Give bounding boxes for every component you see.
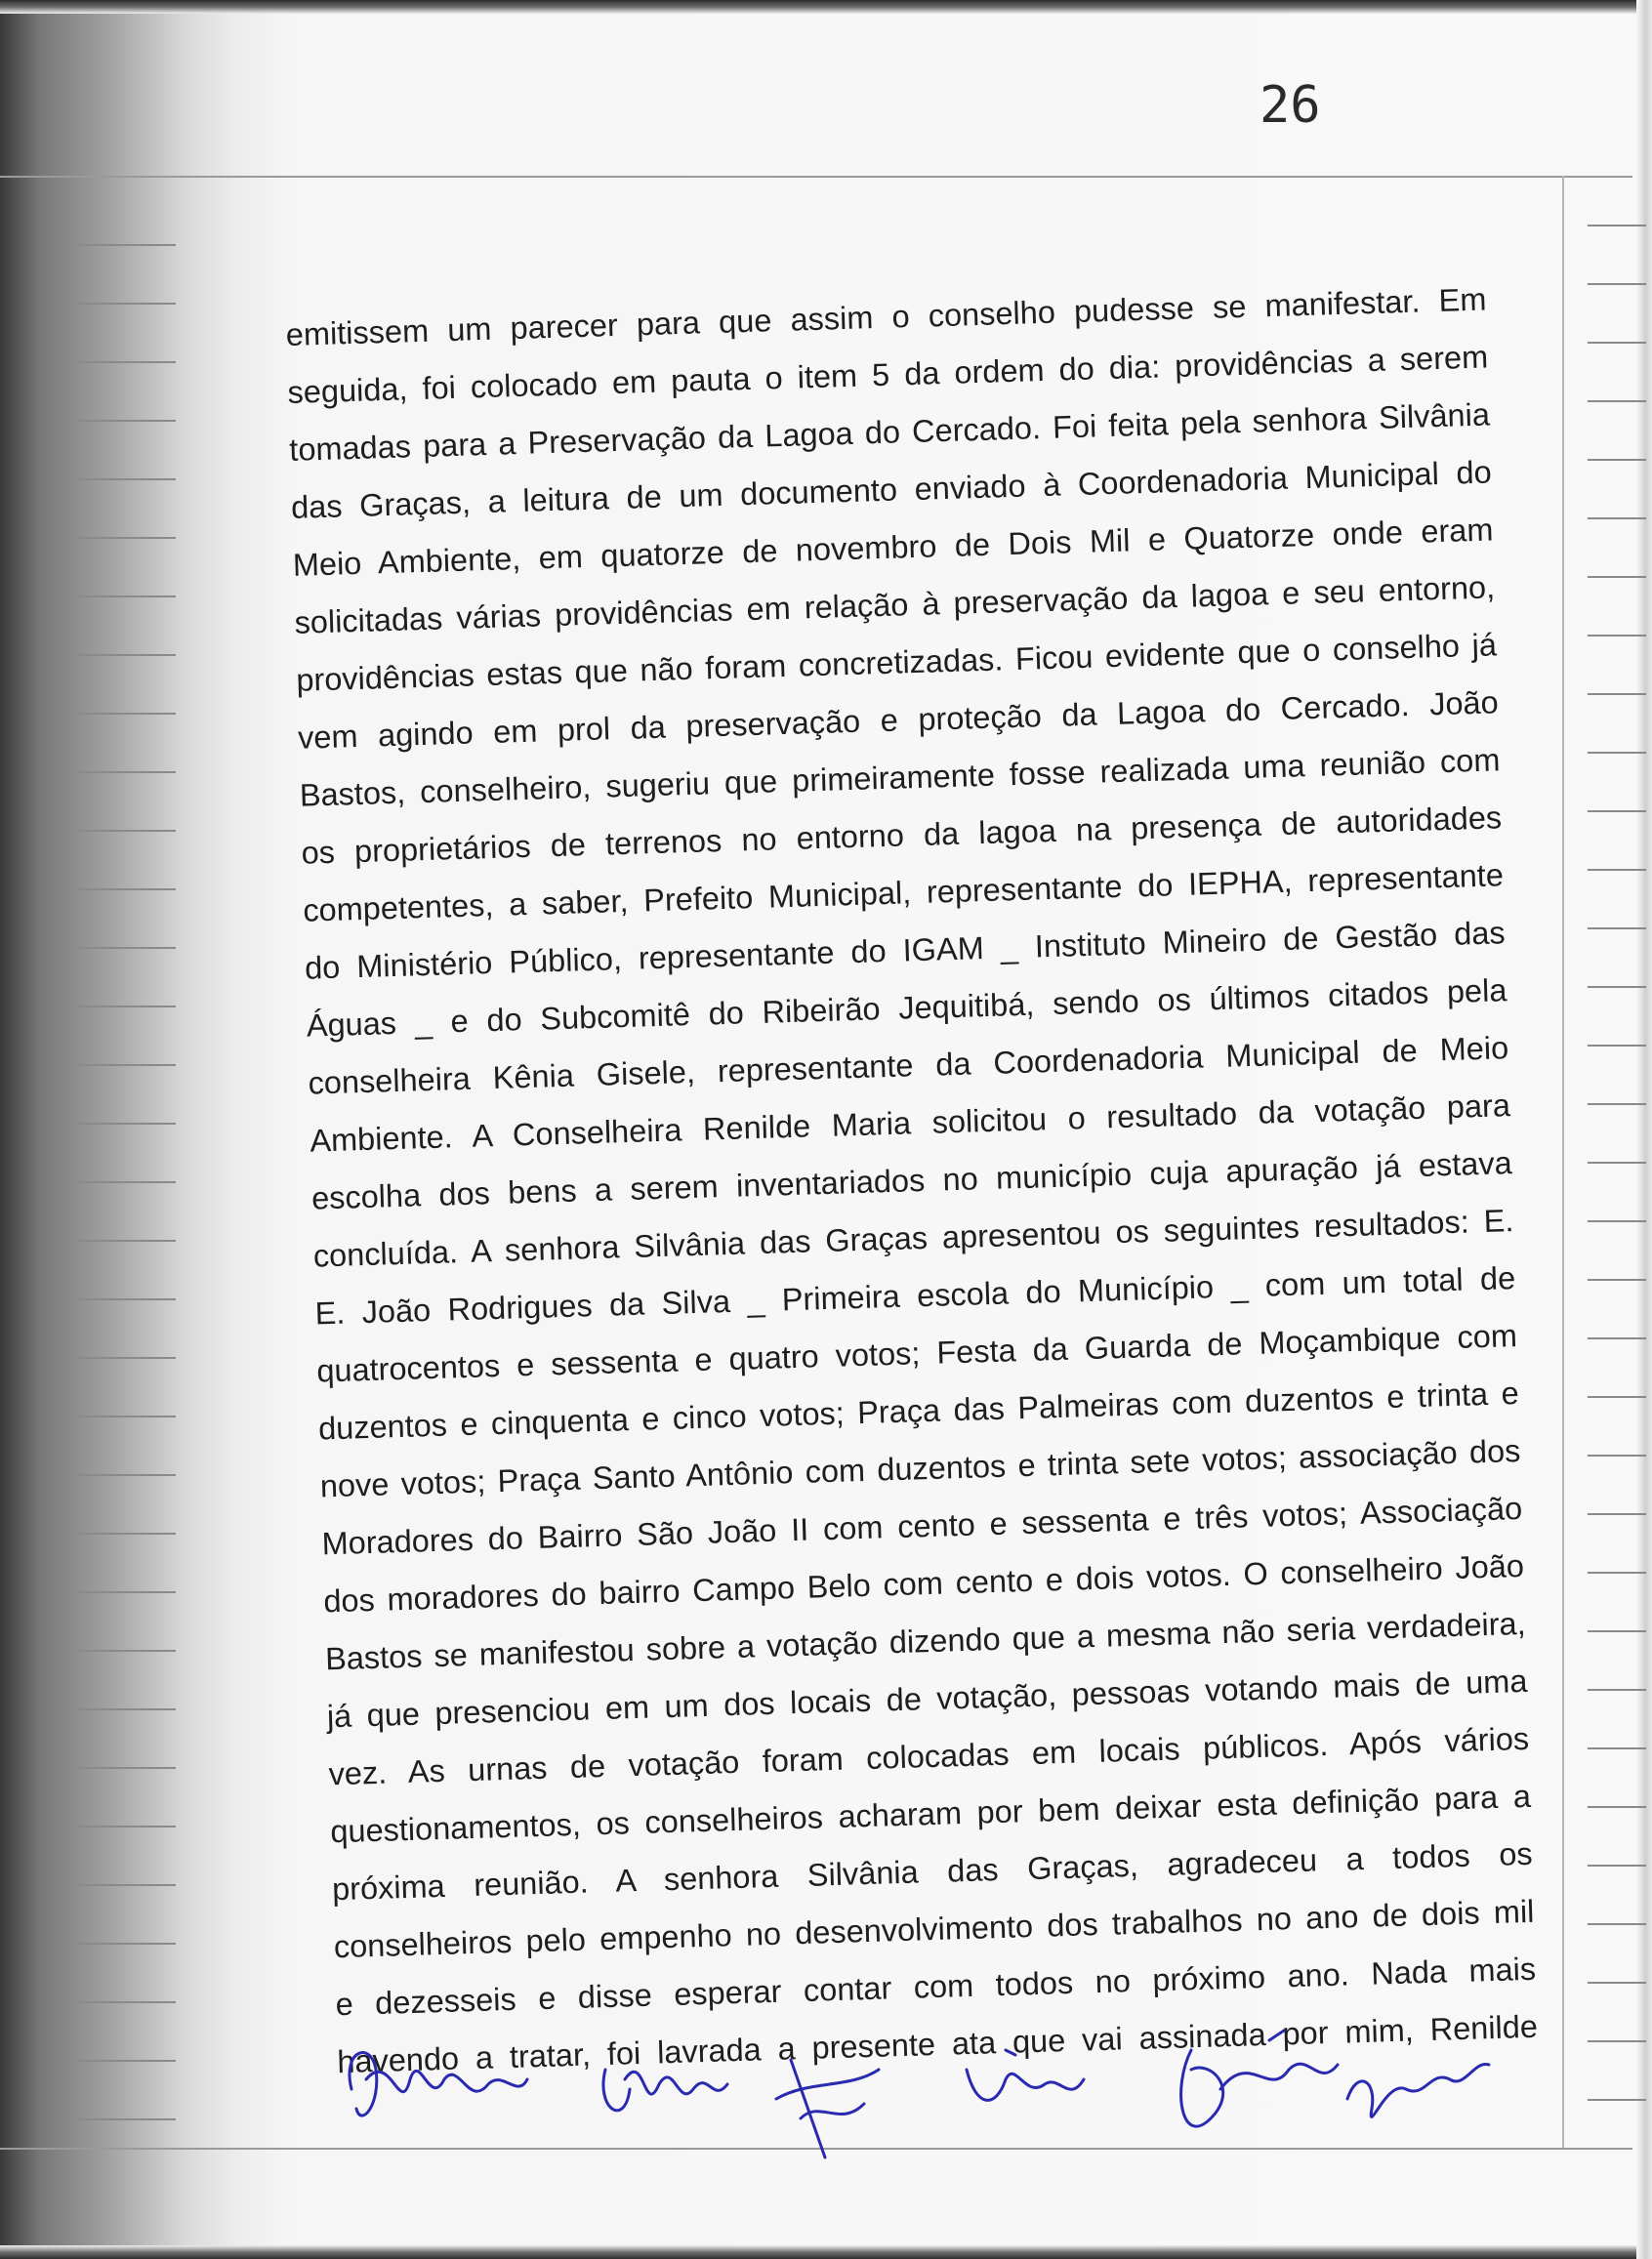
signature-3 [776,2060,879,2157]
minutes-line: e dezesseis e disse esperar contar com todos no próximo ano. Nada mais [335,1951,1537,2023]
minutes-line: providências estas que não foram concretizadas. Ficou evidente que o conselho já [295,627,1498,698]
page-bottom-edge [0,2245,1652,2259]
minutes-line: emitissem um parecer para que assim o conselho pudesse se manifestar. Em [285,281,1487,352]
minutes-line: do Ministério Público, representante do IGAM _ Instituto Mineiro de Gestão das [304,915,1507,986]
minutes-line: Bastos se manifestou sobre a votação dizendo que a mesma não seria verdadeira, [324,1605,1527,1677]
minutes-line: seguida, foi colocado em pauta o item 5 da ordem do dia: providências a serem [287,339,1489,410]
minutes-line: conselheiros pelo empenho no desenvolvimento dos trabalhos no ano de dois mil [333,1893,1535,1965]
minutes-line: concluída. A senhora Silvânia das Graças apresentou os seguintes resultados: E. [312,1203,1514,1274]
signature-1 [350,2053,527,2116]
page-right-edge [1636,0,1652,2259]
signature-5 [1181,2031,1338,2126]
minutes-line: Águas _ e do Subcomitê do Ribeirão Jequitibá, sendo os últimos citados pela [306,972,1507,1044]
handwritten-signatures [332,2011,1504,2177]
minutes-line: tomadas para a Preservação da Lagoa do Cercado. Foi feita pela senhora Silvânia [288,396,1491,468]
signatures-area [332,2011,1504,2177]
minutes-line: os proprietários de terrenos no entorno da lagoa na presença de autoridades [301,800,1503,871]
signature-6 [1347,2064,1489,2116]
minutes-line: quatrocentos e sessenta e quatro votos; Festa da Guarda de Moçambique com [315,1318,1518,1389]
minutes-body [285,271,1539,2092]
minutes-line: das Graças, a leitura de um documento enviado à Coordenadoria Municipal do [290,454,1493,525]
signature-4 [967,2050,1084,2100]
minutes-line: duzentos e cinquenta e cinco votos; Praça das Palmeiras com duzentos e trinta e [317,1376,1520,1447]
minutes-line: próxima reunião. A senhora Silvânia das Graças, agradeceu a todos os [331,1835,1534,1908]
signature-2 [603,2070,727,2111]
minutes-line: dos moradores do bairro Campo Belo com cento e dois votos. O conselheiro João [322,1547,1525,1620]
minutes-line: Bastos, conselheiro, sugeriu que primeiramente fosse realizada uma reunião com [299,742,1501,813]
minutes-line: vez. As urnas de votação foram colocadas em locais públicos. Após vários [328,1720,1530,1792]
minutes-line: Meio Ambiente, em quatorze de novembro de Dois Mil e Quatorze onde eram [292,512,1494,583]
minutes-line: questionamentos, os conselheiros acharam por bem deixar esta definição para a [329,1778,1532,1850]
minutes-line: havendo a tratar, foi lavrada a presente ata que vai assinada por mim, Renilde [336,2008,1539,2080]
minutes-line: E. João Rodrigues da Silva _ Primeira escola do Município _ com um total de [314,1260,1516,1332]
page-number: 26 [1260,76,1321,135]
minutes-line: Ambiente. A Conselheira Renilde Maria solicitou o resultado da votação para [309,1088,1511,1159]
minutes-line: competentes, a saber, Prefeito Municipal, representante do IEPHA, representante [302,857,1505,928]
minutes-line: já que presenciou em um dos locais de votação, pessoas votando mais de uma [326,1663,1528,1735]
minutes-line: vem agindo em prol da preservação e proteção da Lagoa do Cercado. João [297,684,1500,756]
minutes-line: solicitadas várias providências em relação à preservação da lagoa e seu entorno, [294,569,1496,640]
minutes-line: conselheira Kênia Gisele, representante da Coordenadoria Municipal de Meio [308,1030,1509,1101]
page-top-edge [0,0,1652,14]
minutes-line: nove votos; Praça Santo Antônio com duzentos e trinta sete votos; associação dos [319,1432,1521,1504]
minutes-line: Moradores do Bairro São João II com cento e sessenta e três votos; Associação [321,1490,1523,1562]
minutes-line: escolha dos bens a serem inventariados no município cuja apuração já estava [310,1145,1513,1216]
